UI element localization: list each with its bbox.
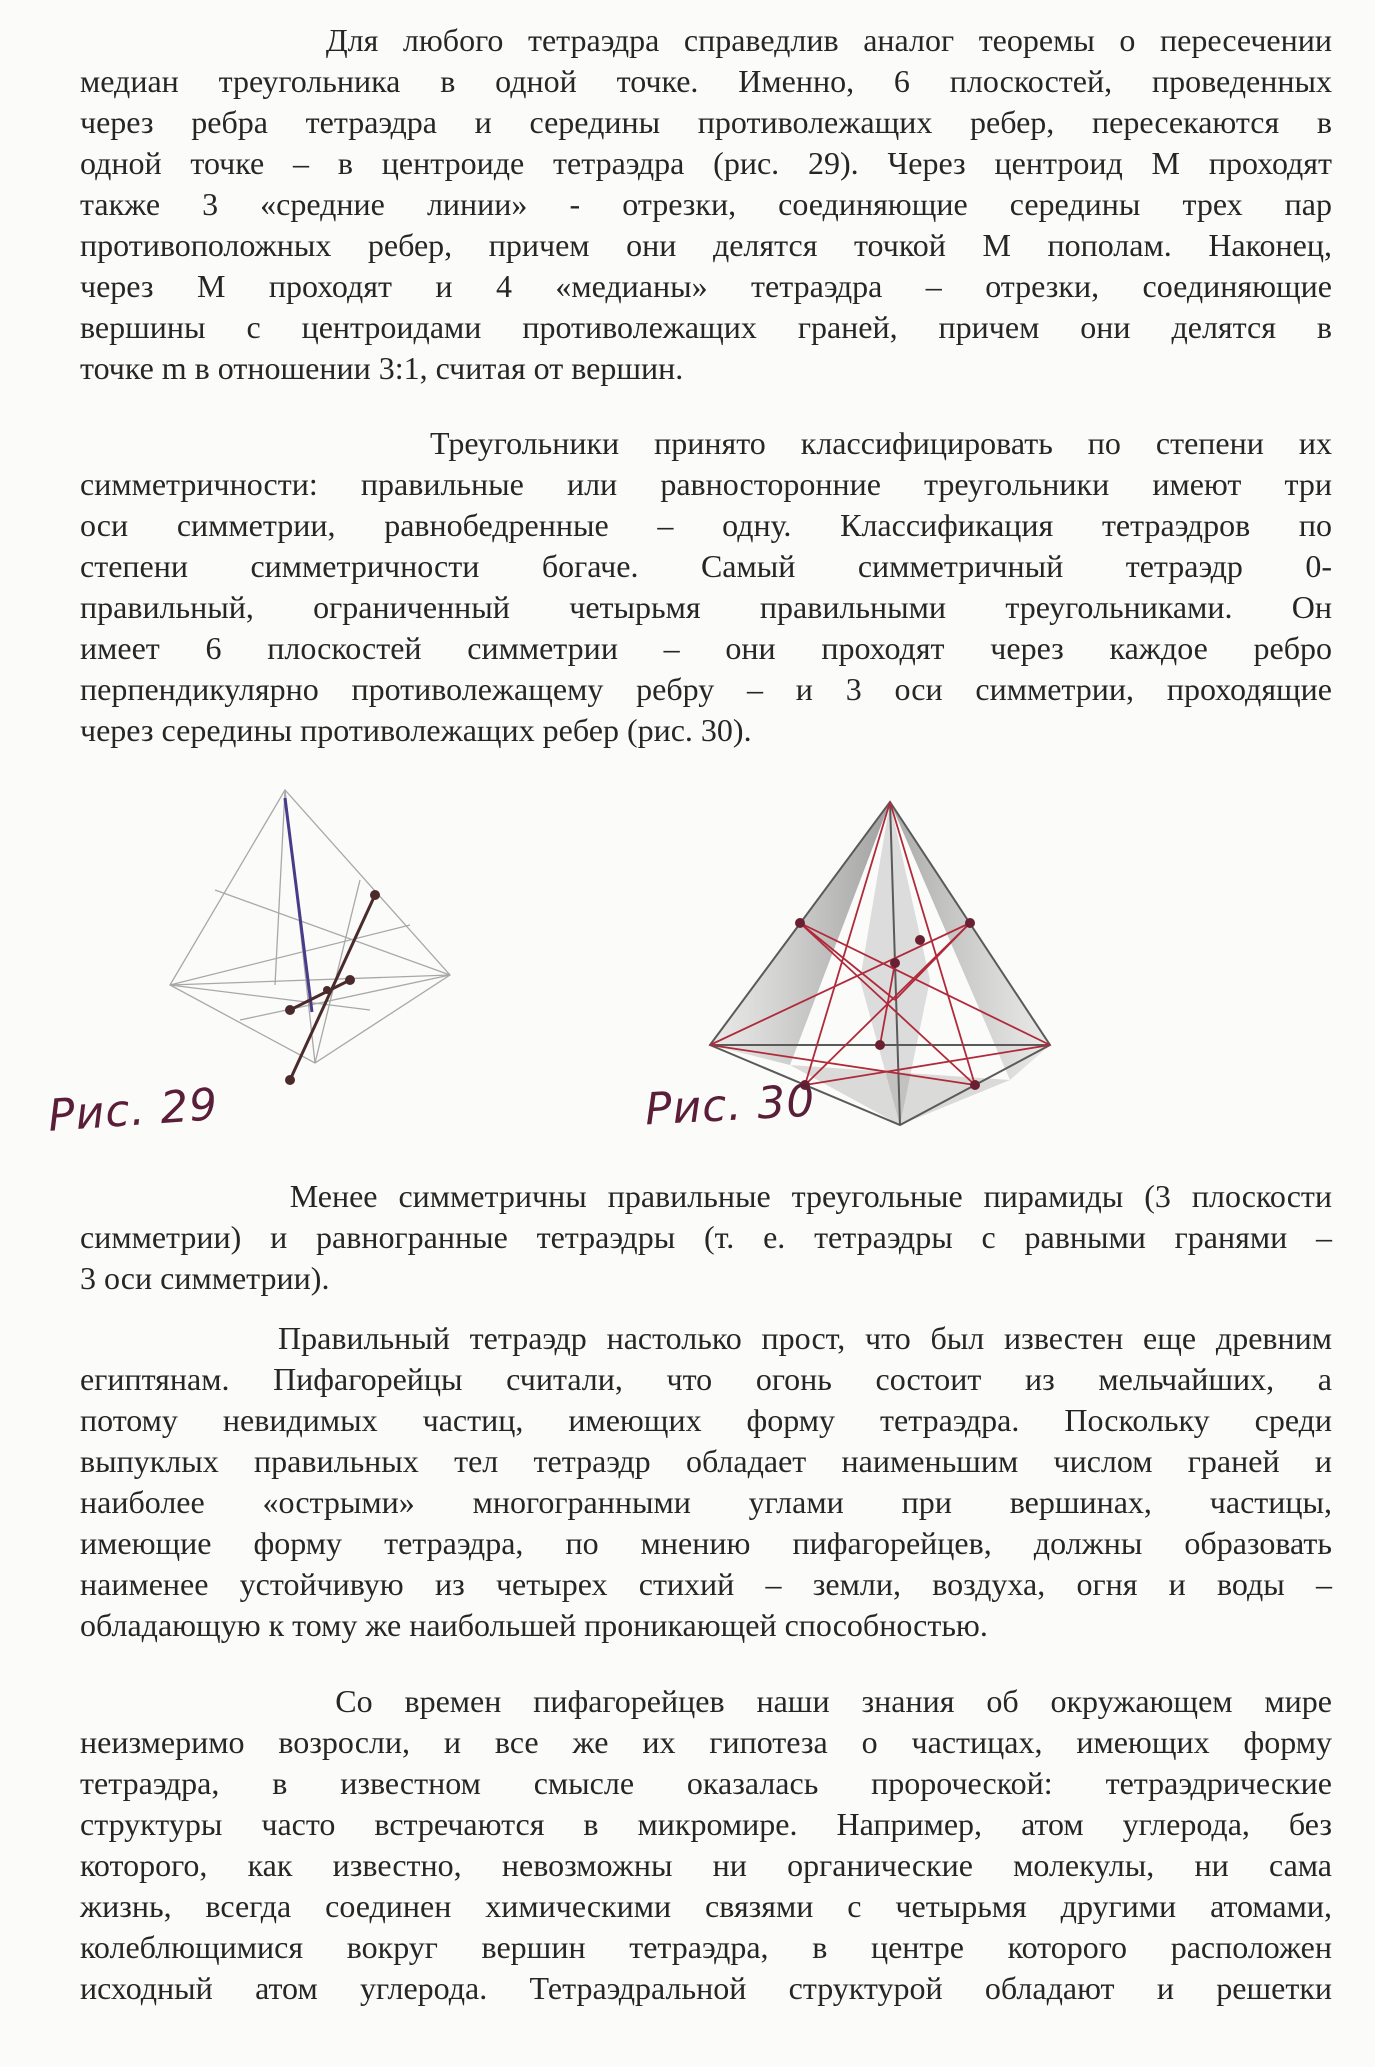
text-line: наиболее «острыми» многогранными углами при вершинах, частицы, xyxy=(80,1484,1332,1520)
text-line: перпендикулярно противолежащему ребру – и 3 оси симметрии, проходящие xyxy=(80,671,1332,707)
text-line: противоположных ребер, причем они делятся точкой М пополам. Наконец, xyxy=(80,227,1332,263)
text-line: через М проходят и 4 «медианы» тетраэдра – отрезки, соединяющие xyxy=(80,268,1332,304)
paragraph-5 xyxy=(80,1681,1332,2009)
text-line: потому невидимых частиц, имеющих форму тетраэдра. Поскольку среди xyxy=(80,1402,1332,1438)
text-line: имеющие форму тетраэдра, по мнению пифагорейцев, должны образовать xyxy=(80,1525,1332,1561)
text-line: степени симметричности богаче. Самый симметричный тетраэдр 0- xyxy=(80,548,1332,584)
text-line: тетраэдра, в известном смысле оказалась пророческой: тетраэдрические xyxy=(80,1765,1332,1801)
text-line: Менее симметричны правильные треугольные пирамиды (3 плоскости xyxy=(80,1178,1332,1214)
text-line: также 3 «средние линии» - отрезки, соединяющие середины трех пар xyxy=(80,186,1332,222)
text-line: жизнь, всегда соединен химическими связями с четырьмя другими атомами, xyxy=(80,1888,1332,1924)
text-line: Треугольники принято классифицировать по степени их xyxy=(80,425,1332,461)
paragraph-1 xyxy=(80,20,1332,389)
paragraph-2 xyxy=(80,423,1332,751)
text-line: которого, как известно, невозможны ни органические молекулы, ни сама xyxy=(80,1847,1332,1883)
text-line: одной точке – в центроиде тетраэдра (рис. 29). Через центроид М проходят xyxy=(80,145,1332,181)
paragraph-3 xyxy=(80,1176,1332,1299)
text-line: 3 оси симметрии). xyxy=(80,1260,330,1296)
text-line: колеблющимися вокруг вершин тетраэдра, в центре которого расположен xyxy=(80,1929,1332,1965)
text-line: Для любого тетраэдра справедлив аналог теоремы о пересечении xyxy=(80,22,1332,58)
text-line: через ребра тетраэдра и середины противолежащих ребер, пересекаются в xyxy=(80,104,1332,140)
text-line: симметрии) и равногранные тетраэдры (т. е. тетраэдры с равными гранями – xyxy=(80,1219,1332,1255)
paragraph-4 xyxy=(80,1318,1332,1646)
text-line: медиан треугольника в одной точке. Именно, 6 плоскостей, проведенных xyxy=(80,63,1332,99)
text-line: египтянам. Пифагорейцы считали, что огонь состоит из мельчайших, а xyxy=(80,1361,1332,1397)
text-line: симметричности: правильные или равносторонние треугольники имеют три xyxy=(80,466,1332,502)
text-line: имеет 6 плоскостей симметрии – они проходят через каждое ребро xyxy=(80,630,1332,666)
text-line: Правильный тетраэдр настолько прост, что был известен еще древним xyxy=(80,1320,1332,1356)
text-line: исходный атом углерода. Тетраэдральной структурой обладают и решетки xyxy=(80,1970,1332,2006)
text-line: выпуклых правильных тел тетраэдр обладает наименьшим числом граней и xyxy=(80,1443,1332,1479)
text-line: оси симметрии, равнобедренные – одну. Классификация тетраэдров по xyxy=(80,507,1332,543)
text-line: обладающую к тому же наибольшей проникающей способностью. xyxy=(80,1607,988,1643)
text-line: неизмеримо возросли, и все же их гипотеза о частицах, имеющих форму xyxy=(80,1724,1332,1760)
figure-30-caption: Рис. 30 xyxy=(643,1075,817,1136)
text-line: правильный, ограниченный четырьмя правильными треугольниками. Он xyxy=(80,589,1332,625)
text-line: наименее устойчивую из четырех стихий – земли, воздуха, огня и воды – xyxy=(80,1566,1332,1602)
text-line: точке m в отношении 3:1, считая от вершин. xyxy=(80,350,684,386)
figure-29-caption: Рис. 29 xyxy=(46,1079,220,1142)
text-line: Со времен пифагорейцев наши знания об окружающем мире xyxy=(80,1683,1332,1719)
text-line: через середины противолежащих ребер (рис. 30). xyxy=(80,712,752,748)
text-line: структуры часто встречаются в микромире. Например, атом углерода, без xyxy=(80,1806,1332,1842)
text-line: вершины с центроидами противолежащих граней, причем они делятся в xyxy=(80,309,1332,345)
